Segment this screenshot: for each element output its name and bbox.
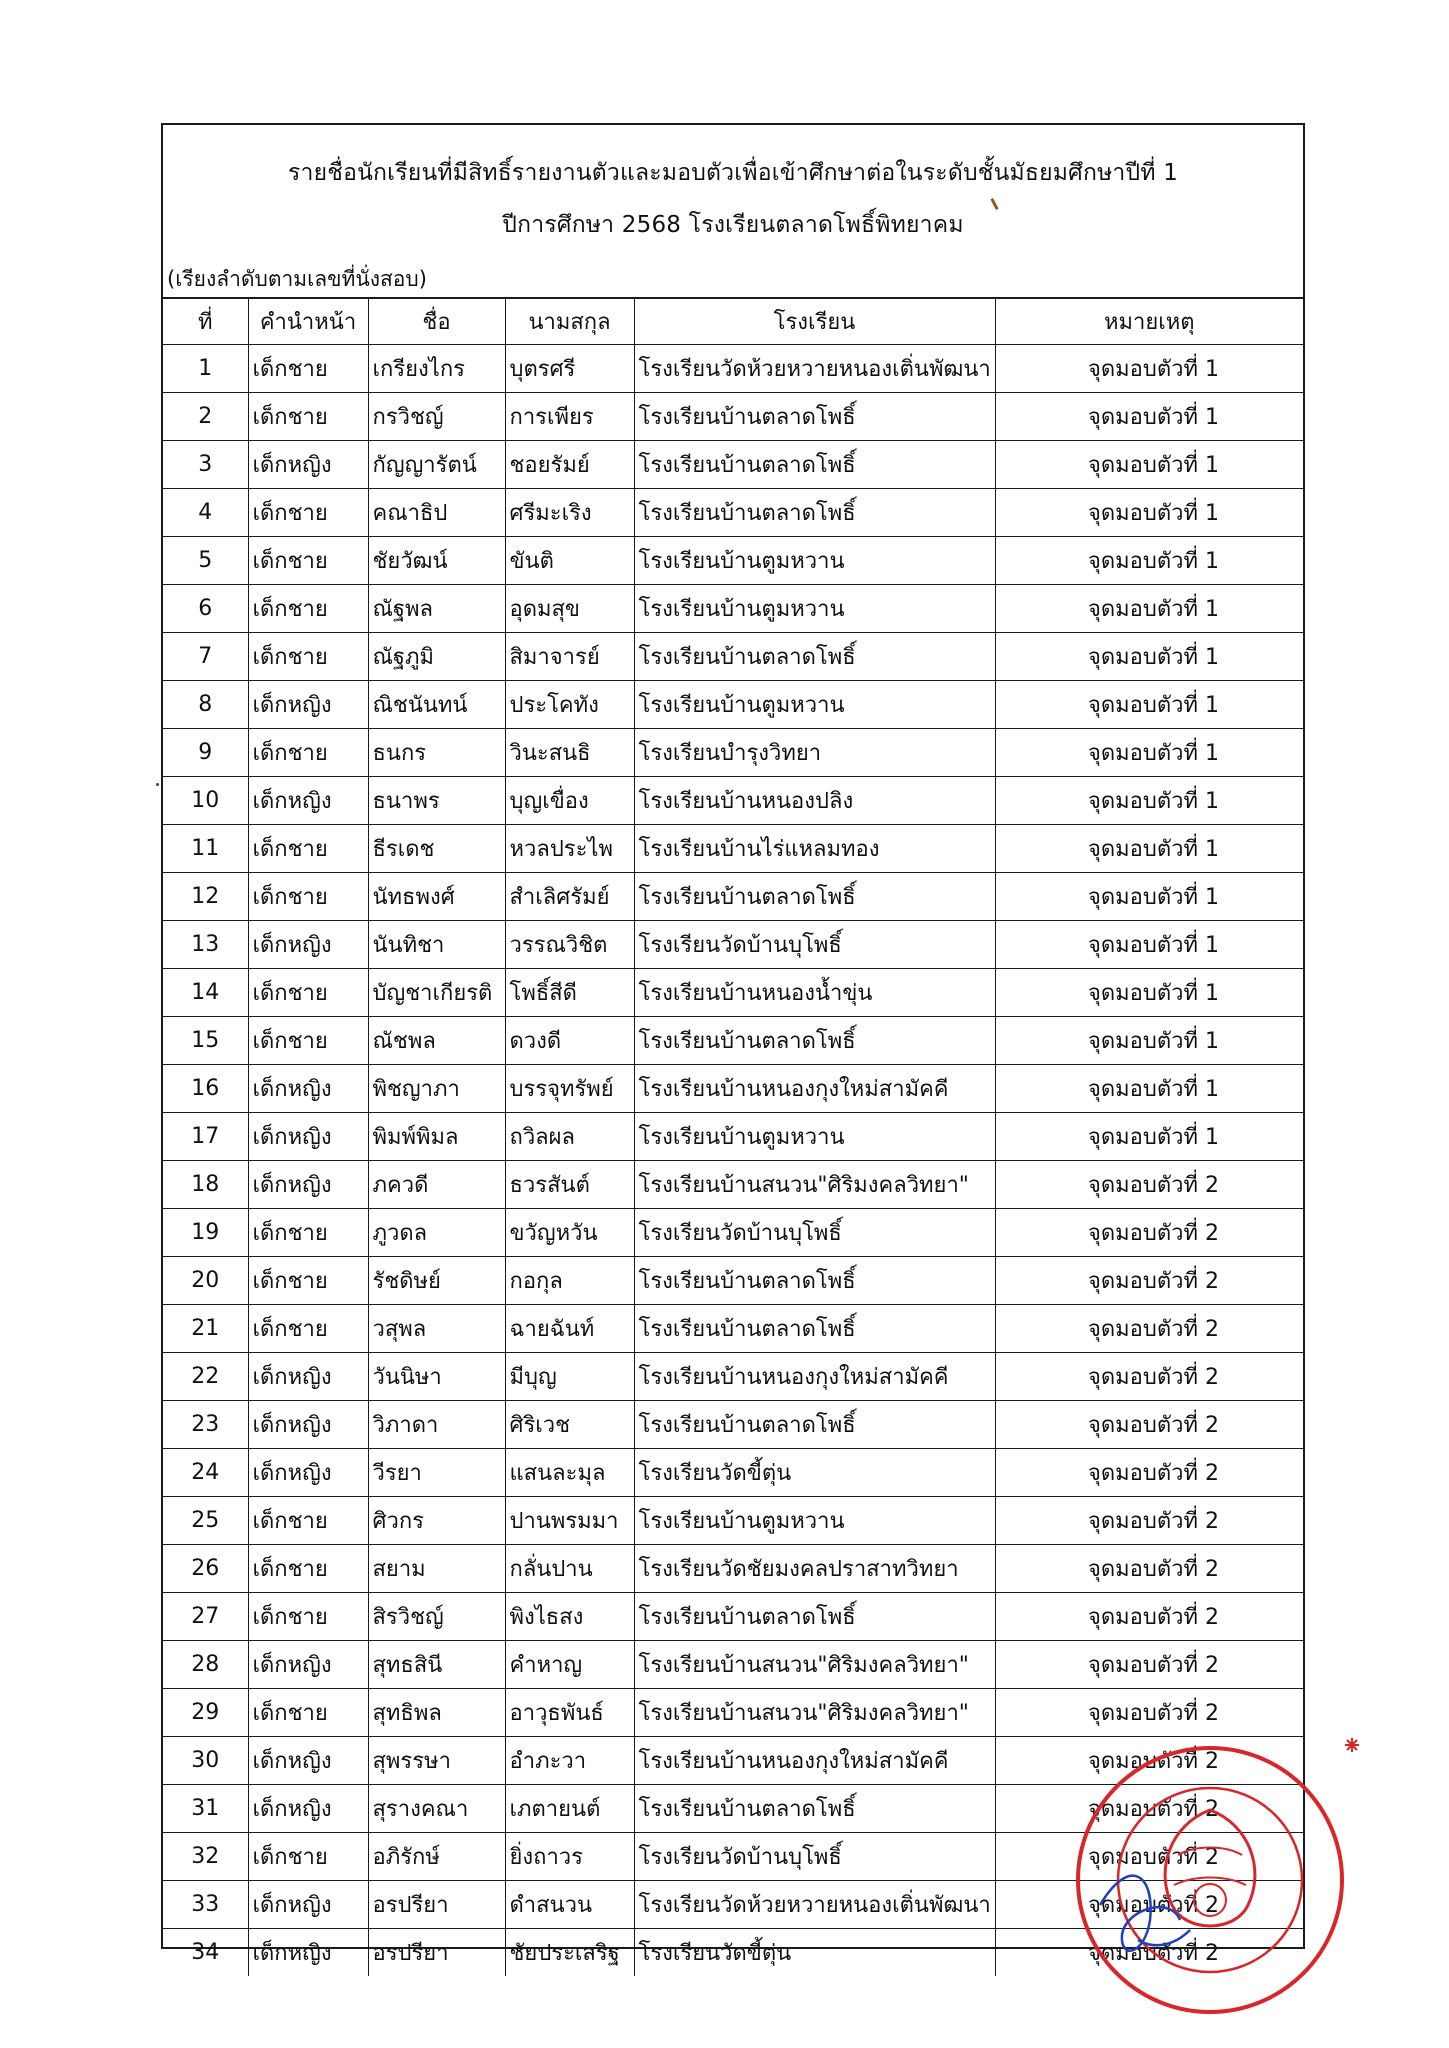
cell-prefix: เด็กชาย xyxy=(248,1689,368,1737)
cell-school: โรงเรียนวัดบ้านบุโพธิ์ xyxy=(634,921,995,969)
cell-school: โรงเรียนบ้านหนองกุงใหม่สามัคคี xyxy=(634,1065,995,1113)
cell-prefix: เด็กหญิง xyxy=(248,1929,368,1977)
table-row xyxy=(163,1161,1303,1209)
cell-remark: จุดมอบตัวที่ 2 xyxy=(995,1737,1303,1785)
cell-prefix: เด็กชาย xyxy=(248,969,368,1017)
cell-prefix: เด็กชาย xyxy=(248,633,368,681)
cell-no: 31 xyxy=(163,1785,248,1833)
table-row xyxy=(163,1545,1303,1593)
cell-last-name: ยิ่งถาวร xyxy=(505,1833,634,1881)
header-remark: หมายเหตุ xyxy=(995,299,1303,345)
header-last-name: นามสกุล xyxy=(505,299,634,345)
cell-remark: จุดมอบตัวที่ 2 xyxy=(995,1641,1303,1689)
cell-school: โรงเรียนบ้านหนองน้ำขุ่น xyxy=(634,969,995,1017)
document-subtitle: ปีการศึกษา 2568 โรงเรียนตลาดโพธิ์พิทยาคม xyxy=(502,212,964,238)
cell-no: 17 xyxy=(163,1113,248,1161)
cell-last-name: ศิริเวช xyxy=(505,1401,634,1449)
title-block xyxy=(163,125,1303,298)
cell-last-name: ศรีมะเริง xyxy=(505,489,634,537)
cell-school: โรงเรียนบ้านตูมหวาน xyxy=(634,681,995,729)
cell-last-name: วินะสนธิ xyxy=(505,729,634,777)
cell-last-name: ชอยรัมย์ xyxy=(505,441,634,489)
cell-remark: จุดมอบตัวที่ 1 xyxy=(995,441,1303,489)
cell-no: 12 xyxy=(163,873,248,921)
table-row xyxy=(163,1689,1303,1737)
cell-remark: จุดมอบตัวที่ 2 xyxy=(995,1785,1303,1833)
cell-no: 8 xyxy=(163,681,248,729)
cell-remark: จุดมอบตัวที่ 1 xyxy=(995,393,1303,441)
cell-no: 18 xyxy=(163,1161,248,1209)
cell-first-name: กัญญารัตน์ xyxy=(368,441,505,489)
cell-last-name: ชัยประเสริฐ xyxy=(505,1929,634,1977)
cell-school: โรงเรียนบ้านไร่แหลมทอง xyxy=(634,825,995,873)
cell-last-name: เภตายนต์ xyxy=(505,1785,634,1833)
cell-no: 13 xyxy=(163,921,248,969)
cell-first-name: ณัฐภูมิ xyxy=(368,633,505,681)
cell-first-name: วสุพล xyxy=(368,1305,505,1353)
cell-prefix: เด็กหญิง xyxy=(248,921,368,969)
table-row xyxy=(163,1785,1303,1833)
cell-school: โรงเรียนบ้านตลาดโพธิ์ xyxy=(634,1305,995,1353)
cell-first-name: อรปรียา xyxy=(368,1881,505,1929)
cell-last-name: บุญเขื่อง xyxy=(505,777,634,825)
cell-first-name: เกรียงไกร xyxy=(368,345,505,393)
cell-prefix: เด็กชาย xyxy=(248,1257,368,1305)
cell-prefix: เด็กชาย xyxy=(248,345,368,393)
table-row xyxy=(163,1257,1303,1305)
cell-no: 10 xyxy=(163,777,248,825)
cell-first-name: สิรวิชญ์ xyxy=(368,1593,505,1641)
cell-first-name: พิชญาภา xyxy=(368,1065,505,1113)
cell-school: โรงเรียนวัดชัยมงคลปราสาทวิทยา xyxy=(634,1545,995,1593)
cell-school: โรงเรียนบ้านหนองกุงใหม่สามัคคี xyxy=(634,1737,995,1785)
cell-prefix: เด็กชาย xyxy=(248,1545,368,1593)
cell-school: โรงเรียนบ้านสนวน"ศิริมงคลวิทยา" xyxy=(634,1689,995,1737)
cell-no: 30 xyxy=(163,1737,248,1785)
cell-prefix: เด็กชาย xyxy=(248,873,368,921)
cell-remark: จุดมอบตัวที่ 1 xyxy=(995,681,1303,729)
cell-last-name: ขวัญหวัน xyxy=(505,1209,634,1257)
table-row xyxy=(163,873,1303,921)
cell-no: 11 xyxy=(163,825,248,873)
cell-first-name: นันทิชา xyxy=(368,921,505,969)
header-school: โรงเรียน xyxy=(634,299,995,345)
table-row xyxy=(163,1737,1303,1785)
cell-school: โรงเรียนบ้านหนองปลิง xyxy=(634,777,995,825)
cell-no: 34 xyxy=(163,1929,248,1977)
table-row xyxy=(163,1017,1303,1065)
cell-no: 20 xyxy=(163,1257,248,1305)
cell-prefix: เด็กหญิง xyxy=(248,1065,368,1113)
cell-school: โรงเรียนบ้านตูมหวาน xyxy=(634,1113,995,1161)
cell-no: 32 xyxy=(163,1833,248,1881)
cell-first-name: ณัฐพล xyxy=(368,585,505,633)
cell-remark: จุดมอบตัวที่ 1 xyxy=(995,633,1303,681)
cell-first-name: ภูวดล xyxy=(368,1209,505,1257)
cell-school: โรงเรียนบำรุงวิทยา xyxy=(634,729,995,777)
cell-school: โรงเรียนบ้านตลาดโพธิ์ xyxy=(634,633,995,681)
cell-no: 7 xyxy=(163,633,248,681)
cell-remark: จุดมอบตัวที่ 1 xyxy=(995,969,1303,1017)
header-prefix: คำนำหน้า xyxy=(248,299,368,345)
cell-last-name: สิมาจารย์ xyxy=(505,633,634,681)
table-row xyxy=(163,537,1303,585)
cell-prefix: เด็กหญิง xyxy=(248,1113,368,1161)
table-row xyxy=(163,585,1303,633)
cell-remark: จุดมอบตัวที่ 2 xyxy=(995,1881,1303,1929)
cell-school: โรงเรียนบ้านสนวน"ศิริมงคลวิทยา" xyxy=(634,1161,995,1209)
cell-first-name: อรปรียา xyxy=(368,1929,505,1977)
cell-no: 26 xyxy=(163,1545,248,1593)
header-first-name: ชื่อ xyxy=(368,299,505,345)
table-row xyxy=(163,633,1303,681)
cell-last-name: การเพียร xyxy=(505,393,634,441)
cell-first-name: คณาธิป xyxy=(368,489,505,537)
cell-no: 5 xyxy=(163,537,248,585)
cell-remark: จุดมอบตัวที่ 1 xyxy=(995,825,1303,873)
cell-remark: จุดมอบตัวที่ 2 xyxy=(995,1689,1303,1737)
table-row xyxy=(163,393,1303,441)
cell-first-name: กรวิชญ์ xyxy=(368,393,505,441)
cell-last-name: วรรณวิชิต xyxy=(505,921,634,969)
table-row xyxy=(163,489,1303,537)
cell-first-name: ธีรเดช xyxy=(368,825,505,873)
cell-school: โรงเรียนวัดบ้านบุโพธิ์ xyxy=(634,1833,995,1881)
cell-prefix: เด็กชาย xyxy=(248,489,368,537)
table-row xyxy=(163,1449,1303,1497)
table-row xyxy=(163,681,1303,729)
cell-remark: จุดมอบตัวที่ 1 xyxy=(995,777,1303,825)
table-row xyxy=(163,1497,1303,1545)
cell-first-name: วิภาดา xyxy=(368,1401,505,1449)
cell-remark: จุดมอบตัวที่ 2 xyxy=(995,1305,1303,1353)
cell-school: โรงเรียนบ้านตลาดโพธิ์ xyxy=(634,1257,995,1305)
cell-remark: จุดมอบตัวที่ 1 xyxy=(995,729,1303,777)
cell-remark: จุดมอบตัวที่ 2 xyxy=(995,1833,1303,1881)
cell-first-name: ธนาพร xyxy=(368,777,505,825)
cell-last-name: บรรจุทรัพย์ xyxy=(505,1065,634,1113)
cell-last-name: ธวรสันต์ xyxy=(505,1161,634,1209)
cell-remark: จุดมอบตัวที่ 1 xyxy=(995,921,1303,969)
cell-first-name: สุรางคณา xyxy=(368,1785,505,1833)
cell-no: 6 xyxy=(163,585,248,633)
cell-last-name: อาวุธพันธ์ xyxy=(505,1689,634,1737)
cell-remark: จุดมอบตัวที่ 2 xyxy=(995,1257,1303,1305)
cell-no: 14 xyxy=(163,969,248,1017)
table-row xyxy=(163,1593,1303,1641)
cell-remark: จุดมอบตัวที่ 1 xyxy=(995,1113,1303,1161)
cell-school: โรงเรียนบ้านตลาดโพธิ์ xyxy=(634,1593,995,1641)
cell-last-name: ฉายฉันท์ xyxy=(505,1305,634,1353)
cell-first-name: ณัชพล xyxy=(368,1017,505,1065)
cell-no: 27 xyxy=(163,1593,248,1641)
cell-last-name: อำภะวา xyxy=(505,1737,634,1785)
table-row xyxy=(163,777,1303,825)
cell-prefix: เด็กหญิง xyxy=(248,681,368,729)
cell-no: 9 xyxy=(163,729,248,777)
cell-prefix: เด็กหญิง xyxy=(248,1353,368,1401)
cell-school: โรงเรียนบ้านตูมหวาน xyxy=(634,1497,995,1545)
cell-no: 33 xyxy=(163,1881,248,1929)
cell-school: โรงเรียนบ้านตูมหวาน xyxy=(634,585,995,633)
cell-prefix: เด็กชาย xyxy=(248,1497,368,1545)
student-list-document xyxy=(161,123,1305,1966)
cell-prefix: เด็กหญิง xyxy=(248,1449,368,1497)
table-row xyxy=(163,1881,1303,1929)
cell-prefix: เด็กหญิง xyxy=(248,441,368,489)
cell-remark: จุดมอบตัวที่ 2 xyxy=(995,1449,1303,1497)
cell-school: โรงเรียนบ้านตลาดโพธิ์ xyxy=(634,1785,995,1833)
table-row xyxy=(163,1833,1303,1881)
cell-first-name: ณิชนันทน์ xyxy=(368,681,505,729)
cell-last-name: อุดมสุข xyxy=(505,585,634,633)
cell-last-name: ถวิลผล xyxy=(505,1113,634,1161)
cell-prefix: เด็กชาย xyxy=(248,1593,368,1641)
student-table xyxy=(163,298,1303,1976)
cell-prefix: เด็กชาย xyxy=(248,1209,368,1257)
table-row xyxy=(163,729,1303,777)
cell-no: 2 xyxy=(163,393,248,441)
cell-no: 29 xyxy=(163,1689,248,1737)
cell-prefix: เด็กชาย xyxy=(248,1305,368,1353)
table-row xyxy=(163,345,1303,393)
sort-note: (เรียงลำดับตามเลขที่นั่งสอบ) xyxy=(167,267,427,291)
cell-first-name: นัทธพงศ์ xyxy=(368,873,505,921)
cell-school: โรงเรียนบ้านตลาดโพธิ์ xyxy=(634,441,995,489)
cell-first-name: สุพรรษา xyxy=(368,1737,505,1785)
cell-remark: จุดมอบตัวที่ 2 xyxy=(995,1593,1303,1641)
cell-first-name: ภควดี xyxy=(368,1161,505,1209)
cell-last-name: กลั่นปาน xyxy=(505,1545,634,1593)
cell-last-name: คำหาญ xyxy=(505,1641,634,1689)
cell-remark: จุดมอบตัวที่ 1 xyxy=(995,345,1303,393)
cell-remark: จุดมอบตัวที่ 2 xyxy=(995,1161,1303,1209)
cell-no: 24 xyxy=(163,1449,248,1497)
cell-last-name: สำเลิศรัมย์ xyxy=(505,873,634,921)
cell-prefix: เด็กหญิง xyxy=(248,1737,368,1785)
cell-remark: จุดมอบตัวที่ 2 xyxy=(995,1209,1303,1257)
cell-school: โรงเรียนบ้านสนวน"ศิริมงคลวิทยา" xyxy=(634,1641,995,1689)
table-row xyxy=(163,1113,1303,1161)
cell-first-name: วีรยา xyxy=(368,1449,505,1497)
cell-last-name: แสนละมุล xyxy=(505,1449,634,1497)
cell-first-name: อภิรักษ์ xyxy=(368,1833,505,1881)
cell-no: 16 xyxy=(163,1065,248,1113)
cell-remark: จุดมอบตัวที่ 2 xyxy=(995,1497,1303,1545)
cell-first-name: ศิวกร xyxy=(368,1497,505,1545)
table-row xyxy=(163,1641,1303,1689)
cell-school: โรงเรียนบ้านหนองกุงใหม่สามัคคี xyxy=(634,1353,995,1401)
cell-no: 15 xyxy=(163,1017,248,1065)
seal-star-icon xyxy=(1345,1738,1359,1752)
speck-mark xyxy=(156,783,159,786)
table-header-row xyxy=(163,299,1303,345)
cell-school: โรงเรียนบ้านตลาดโพธิ์ xyxy=(634,393,995,441)
cell-prefix: เด็กชาย xyxy=(248,537,368,585)
cell-first-name: สยาม xyxy=(368,1545,505,1593)
cell-prefix: เด็กชาย xyxy=(248,1833,368,1881)
cell-last-name: ปานพรมมา xyxy=(505,1497,634,1545)
cell-remark: จุดมอบตัวที่ 1 xyxy=(995,489,1303,537)
cell-last-name: มีบุญ xyxy=(505,1353,634,1401)
cell-prefix: เด็กชาย xyxy=(248,825,368,873)
cell-remark: จุดมอบตัวที่ 2 xyxy=(995,1929,1303,1977)
cell-last-name: กอกุล xyxy=(505,1257,634,1305)
cell-no: 22 xyxy=(163,1353,248,1401)
cell-prefix: เด็กหญิง xyxy=(248,777,368,825)
table-row xyxy=(163,1209,1303,1257)
cell-no: 23 xyxy=(163,1401,248,1449)
table-body xyxy=(163,345,1303,1977)
cell-first-name: วันนิษา xyxy=(368,1353,505,1401)
table-row xyxy=(163,1401,1303,1449)
cell-first-name: สุทธสินี xyxy=(368,1641,505,1689)
cell-remark: จุดมอบตัวที่ 1 xyxy=(995,873,1303,921)
cell-school: โรงเรียนวัดห้วยหวายหนองเติ่นพัฒนา xyxy=(634,1881,995,1929)
cell-school: โรงเรียนบ้านตลาดโพธิ์ xyxy=(634,873,995,921)
cell-prefix: เด็กชาย xyxy=(248,1017,368,1065)
cell-prefix: เด็กหญิง xyxy=(248,1881,368,1929)
table-row xyxy=(163,969,1303,1017)
cell-first-name: สุทธิพล xyxy=(368,1689,505,1737)
cell-remark: จุดมอบตัวที่ 1 xyxy=(995,537,1303,585)
cell-no: 3 xyxy=(163,441,248,489)
cell-first-name: ธนกร xyxy=(368,729,505,777)
cell-no: 28 xyxy=(163,1641,248,1689)
cell-remark: จุดมอบตัวที่ 1 xyxy=(995,1017,1303,1065)
cell-last-name: บุตรศรี xyxy=(505,345,634,393)
document-title: รายชื่อนักเรียนที่มีสิทธิ์รายงานตัวและมอบตัวเพื่อเข้าศึกษาต่อในระดับชั้นมัธยมศึกษาปีที่ 1 xyxy=(287,160,1179,186)
table-row xyxy=(163,921,1303,969)
cell-prefix: เด็กหญิง xyxy=(248,1641,368,1689)
table-row xyxy=(163,1353,1303,1401)
table-row xyxy=(163,1929,1303,1977)
cell-no: 25 xyxy=(163,1497,248,1545)
cell-first-name: พิมพ์พิมล xyxy=(368,1113,505,1161)
cell-no: 1 xyxy=(163,345,248,393)
cell-school: โรงเรียนวัดบ้านบุโพธิ์ xyxy=(634,1209,995,1257)
cell-school: โรงเรียนบ้านตูมหวาน xyxy=(634,537,995,585)
cell-first-name: รัชดิษย์ xyxy=(368,1257,505,1305)
header-no: ที่ xyxy=(163,299,248,345)
cell-remark: จุดมอบตัวที่ 1 xyxy=(995,585,1303,633)
cell-last-name: พิงไธสง xyxy=(505,1593,634,1641)
cell-school: โรงเรียนบ้านตลาดโพธิ์ xyxy=(634,1017,995,1065)
table-row xyxy=(163,1305,1303,1353)
cell-school: โรงเรียนวัดห้วยหวายหนองเติ่นพัฒนา xyxy=(634,345,995,393)
cell-prefix: เด็กหญิง xyxy=(248,1161,368,1209)
cell-remark: จุดมอบตัวที่ 1 xyxy=(995,1065,1303,1113)
cell-first-name: บัญชาเกียรติ xyxy=(368,969,505,1017)
cell-prefix: เด็กชาย xyxy=(248,393,368,441)
cell-last-name: ประโคทัง xyxy=(505,681,634,729)
cell-no: 4 xyxy=(163,489,248,537)
cell-last-name: หวลประไพ xyxy=(505,825,634,873)
table-row xyxy=(163,1065,1303,1113)
cell-prefix: เด็กชาย xyxy=(248,585,368,633)
cell-prefix: เด็กหญิง xyxy=(248,1785,368,1833)
cell-prefix: เด็กหญิง xyxy=(248,1401,368,1449)
cell-no: 21 xyxy=(163,1305,248,1353)
cell-prefix: เด็กชาย xyxy=(248,729,368,777)
cell-school: โรงเรียนบ้านตลาดโพธิ์ xyxy=(634,1401,995,1449)
table-row xyxy=(163,441,1303,489)
cell-remark: จุดมอบตัวที่ 2 xyxy=(995,1353,1303,1401)
cell-last-name: โพธิ์สีดี xyxy=(505,969,634,1017)
cell-school: โรงเรียนบ้านตลาดโพธิ์ xyxy=(634,489,995,537)
cell-school: โรงเรียนวัดขี้ตุ่น xyxy=(634,1929,995,1977)
cell-remark: จุดมอบตัวที่ 2 xyxy=(995,1545,1303,1593)
cell-last-name: ดวงดี xyxy=(505,1017,634,1065)
cell-first-name: ชัยวัฒน์ xyxy=(368,537,505,585)
cell-last-name: ดำสนวน xyxy=(505,1881,634,1929)
cell-remark: จุดมอบตัวที่ 2 xyxy=(995,1401,1303,1449)
table-row xyxy=(163,825,1303,873)
cell-school: โรงเรียนวัดขี้ตุ่น xyxy=(634,1449,995,1497)
cell-last-name: ขันติ xyxy=(505,537,634,585)
cell-no: 19 xyxy=(163,1209,248,1257)
